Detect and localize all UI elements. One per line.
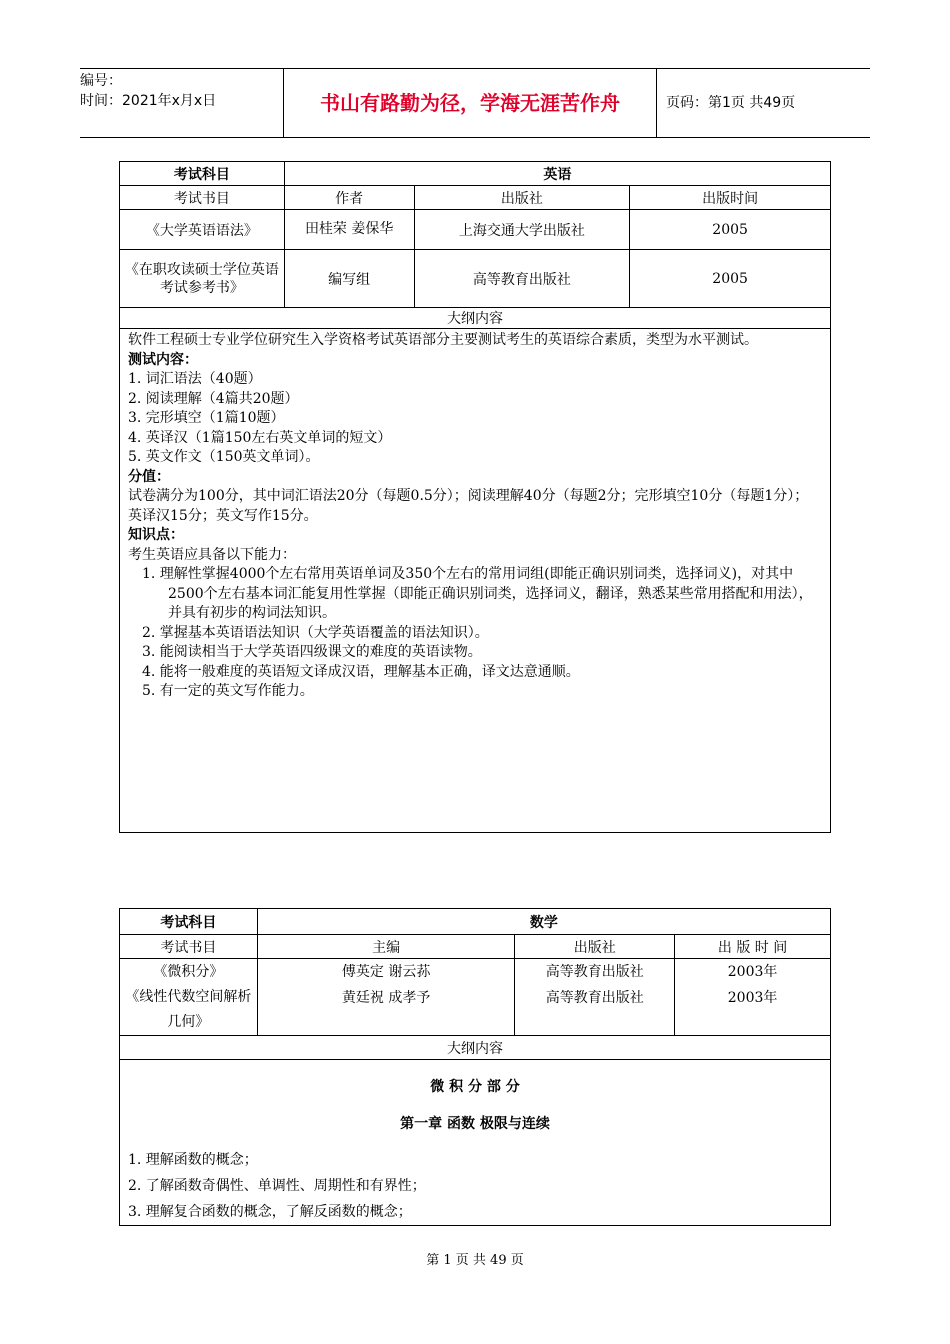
list-item: 5. 有一定的英文写作能力。	[142, 683, 314, 699]
intro-text: 软件工程硕士专业学位研究生入学资格考试英语部分主要测试考生的英语综合素质，类型为水平测试。	[128, 332, 758, 348]
knowledge-list	[128, 565, 822, 702]
book-editors	[257, 959, 515, 1036]
page-footer: 第 1 页 共 49 页	[426, 1253, 524, 1268]
list-item: 3. 能阅读相当于大学英语四级课文的难度的英语读物。	[142, 644, 482, 660]
list-item: 2. 掌握基本英语语法知识（大学英语覆盖的语法知识）。	[142, 624, 489, 641]
column-header-year: 出 版 时 间	[675, 935, 831, 959]
book-editor: 黄廷祝 成孝予	[341, 990, 431, 1006]
book-author: 田桂荣 姜保华	[284, 210, 414, 250]
book-publisher: 上海交通大学出版社	[414, 210, 630, 250]
column-header-year: 出版时间	[630, 186, 831, 210]
chapter-title: 第一章 函数 极限与连续	[400, 1116, 550, 1132]
list-item: 1. 理解性掌握4000个左右常用英语单词及350个左右的常用词组(即能正确识别词类，选择词义)，对其中2500个左右基本词汇能复用性掌握（即能正确识别词类，选择词义，翻译，熟悉某些常用搭配和用法），并具有初步的构词法知识。	[142, 566, 813, 621]
item-list	[128, 1147, 822, 1225]
knowledge-heading: 知识点：	[128, 527, 184, 543]
header-page-label: 页码：第1页 共49页	[666, 95, 796, 111]
list-item: 4. 能将一般难度的英语短文译成汉语，理解基本正确，译文达意通顺。	[142, 663, 580, 680]
document-time-label: 时间：2021年x月x日	[80, 93, 217, 109]
list-item: 3. 理解复合函数的概念，了解反函数的概念；	[128, 1204, 412, 1220]
outline-label: 大纲内容	[120, 308, 831, 329]
list-item: 5. 英文作文（150英文单词）。	[128, 449, 320, 465]
test-item-list	[128, 370, 822, 468]
column-header-author: 作者	[284, 186, 414, 210]
column-header-editor: 主编	[257, 935, 515, 959]
book-publisher: 高等教育出版社	[545, 964, 644, 980]
book-year: 2003年	[727, 990, 778, 1006]
subject-name: 英语	[284, 162, 830, 186]
column-header-title: 考试书目	[120, 186, 285, 210]
book-publisher: 高等教育出版社	[414, 250, 630, 308]
book-years	[675, 959, 831, 1036]
page-header	[80, 68, 870, 138]
list-item: 2. 了解函数奇偶性、单调性、周期性和有界性；	[128, 1178, 426, 1194]
header-motto: 书山有路勤为径，学海无涯苦作舟	[283, 69, 657, 137]
table-row	[120, 210, 831, 250]
book-year: 2005	[630, 250, 831, 308]
list-item: 4. 英译汉（1篇150左右英文单词的短文）	[128, 429, 392, 446]
english-exam-table	[119, 161, 831, 833]
book-publishers	[515, 959, 675, 1036]
part-title: 微 积 分 部 分	[430, 1079, 520, 1095]
book-author: 编写组	[284, 250, 414, 308]
book-titles	[120, 959, 258, 1036]
column-header-publisher: 出版社	[515, 935, 675, 959]
book-year: 2003年	[727, 964, 778, 980]
column-header-title: 考试书目	[120, 935, 258, 959]
outline-label: 大纲内容	[120, 1036, 831, 1060]
book-publisher: 高等教育出版社	[545, 990, 644, 1006]
book-year: 2005	[630, 210, 831, 250]
subject-label: 考试科目	[120, 909, 258, 935]
book-title: 《大学英语语法》	[120, 210, 285, 250]
outline-content	[120, 1060, 831, 1226]
subject-label: 考试科目	[120, 162, 285, 186]
math-exam-table	[119, 908, 831, 1226]
test-content-heading: 测试内容：	[128, 351, 198, 368]
outline-content	[120, 329, 831, 833]
book-title: 《在职攻读硕士学位英语考试参考书》	[120, 250, 285, 308]
knowledge-intro: 考生英语应具备以下能力：	[128, 546, 296, 563]
list-item: 1. 理解函数的概念；	[128, 1152, 258, 1168]
list-item: 3. 完形填空（1篇10题）	[128, 410, 285, 426]
score-text: 试卷满分为100分，其中词汇语法20分（每题0.5分）；阅读理解40分（每题2分；完形填空10分（每题1分）；英译汉15分；英文写作15分。	[128, 488, 809, 524]
subject-name: 数学	[257, 909, 830, 935]
score-heading: 分值：	[128, 468, 170, 485]
book-editor: 傅英定 谢云荪	[341, 964, 431, 980]
book-title: 《微积分》	[153, 964, 224, 980]
header-meta	[80, 69, 283, 139]
table-row	[120, 250, 831, 308]
list-item: 2. 阅读理解（4篇共20题）	[128, 390, 299, 407]
list-item: 1. 词汇语法（40题）	[128, 371, 262, 387]
document-number-label: 编号：	[80, 73, 122, 89]
table-row	[120, 959, 831, 1036]
column-header-publisher: 出版社	[414, 186, 630, 210]
book-title: 《线性代数空间解析几何》	[125, 989, 252, 1030]
